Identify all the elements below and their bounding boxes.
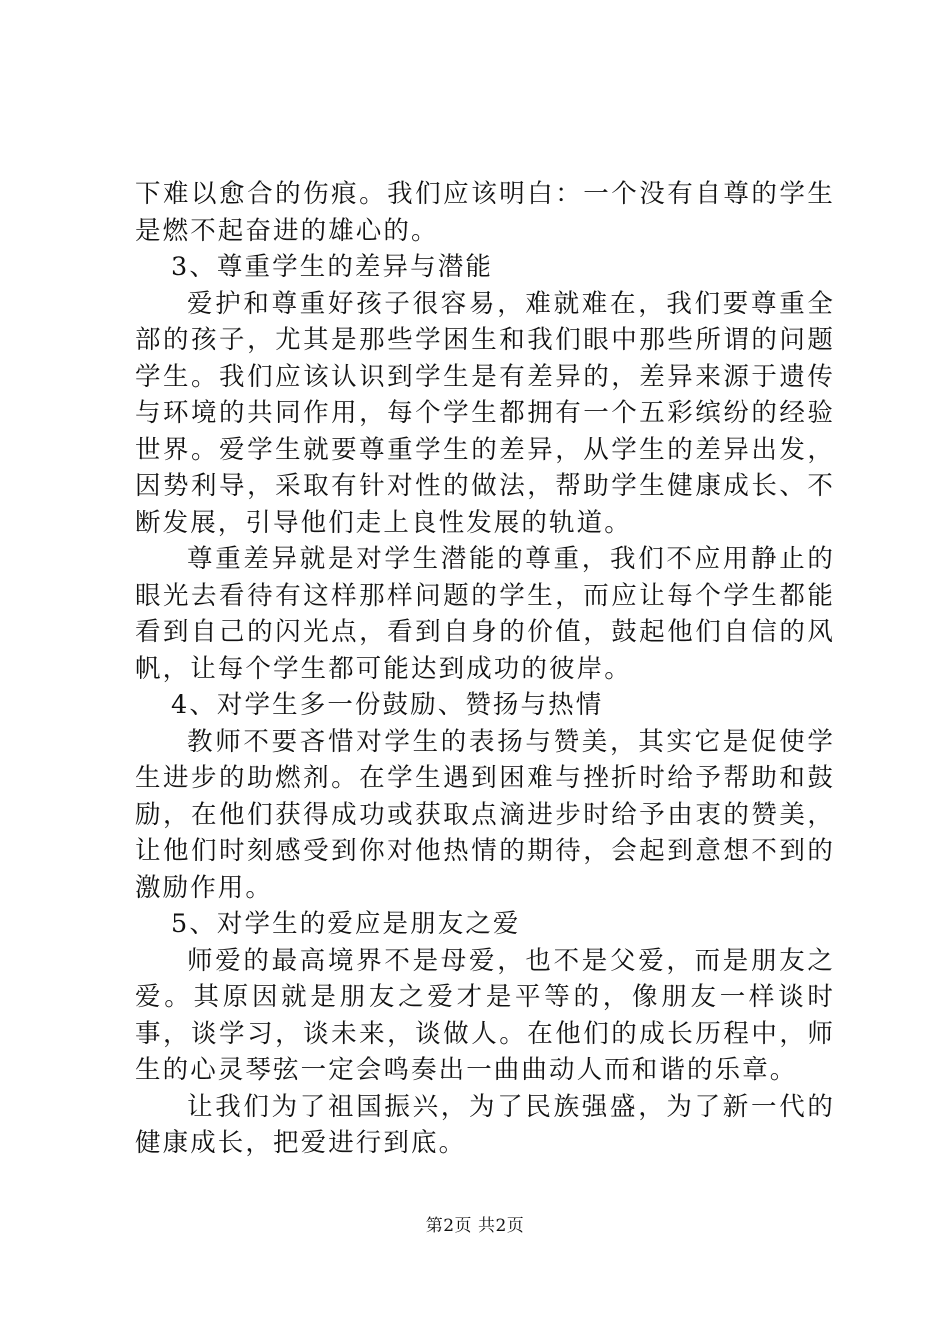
- paragraph: 爱护和尊重好孩子很容易，难就难在，我们要尊重全部的孩子，尤其是那些学困生和我们眼中那些所谓的问题学生。我们应该认识到学生是有差异的，差异来源于遗传与环境的共同作用，每个学生都拥有一个五彩缤纷的经验世界。爱学生就要尊重学生的差异，从学生的差异出发，因势利导，采取有针对性的做法，帮助学生健康成长、不断发展，引导他们走上良性发展的轨道。: [135, 288, 835, 538]
- paragraph: 师爱的最高境界不是母爱，也不是父爱，而是朋友之爱。其原因就是朋友之爱才是平等的，像朋友一样谈时事，谈学习，谈未来，谈做人。在他们的成长历程中，师生的心灵琴弦一定会鸣奏出一曲曲动人而和谐的乐章。: [135, 945, 835, 1085]
- paragraph: 尊重差异就是对学生潜能的尊重，我们不应用静止的眼光去看待有这样那样问题的学生，而应让每个学生都能看到自己的闪光点，看到自身的价值，鼓起他们自信的风帆，让每个学生都可能达到成功的彼岸。: [135, 544, 835, 684]
- closing-paragraph: 让我们为了祖国振兴，为了民族强盛，为了新一代的健康成长，把爱进行到底。: [135, 1091, 835, 1158]
- section-heading-5: 5、对学生的爱应是朋友之爱: [171, 909, 521, 939]
- document-body: [135, 176, 835, 1162]
- paragraph-continued: 下难以愈合的伤痕。我们应该明白：一个没有自尊的学生是燃不起奋进的雄心的。: [135, 179, 835, 246]
- paragraph: 教师不要吝惜对学生的表扬与赞美，其实它是促使学生进步的助燃剂。在学生遇到困难与挫折时给予帮助和鼓励，在他们获得成功或获取点滴进步时给予由衷的赞美，让他们时刻感受到你对他热情的期待，会起到意想不到的激励作用。: [135, 726, 835, 903]
- section-heading-3: 3、尊重学生的差异与潜能: [171, 252, 493, 282]
- page-footer: 第2页 共2页: [425, 1216, 525, 1236]
- section-heading-4: 4、对学生多一份鼓励、赞扬与热情: [171, 690, 604, 720]
